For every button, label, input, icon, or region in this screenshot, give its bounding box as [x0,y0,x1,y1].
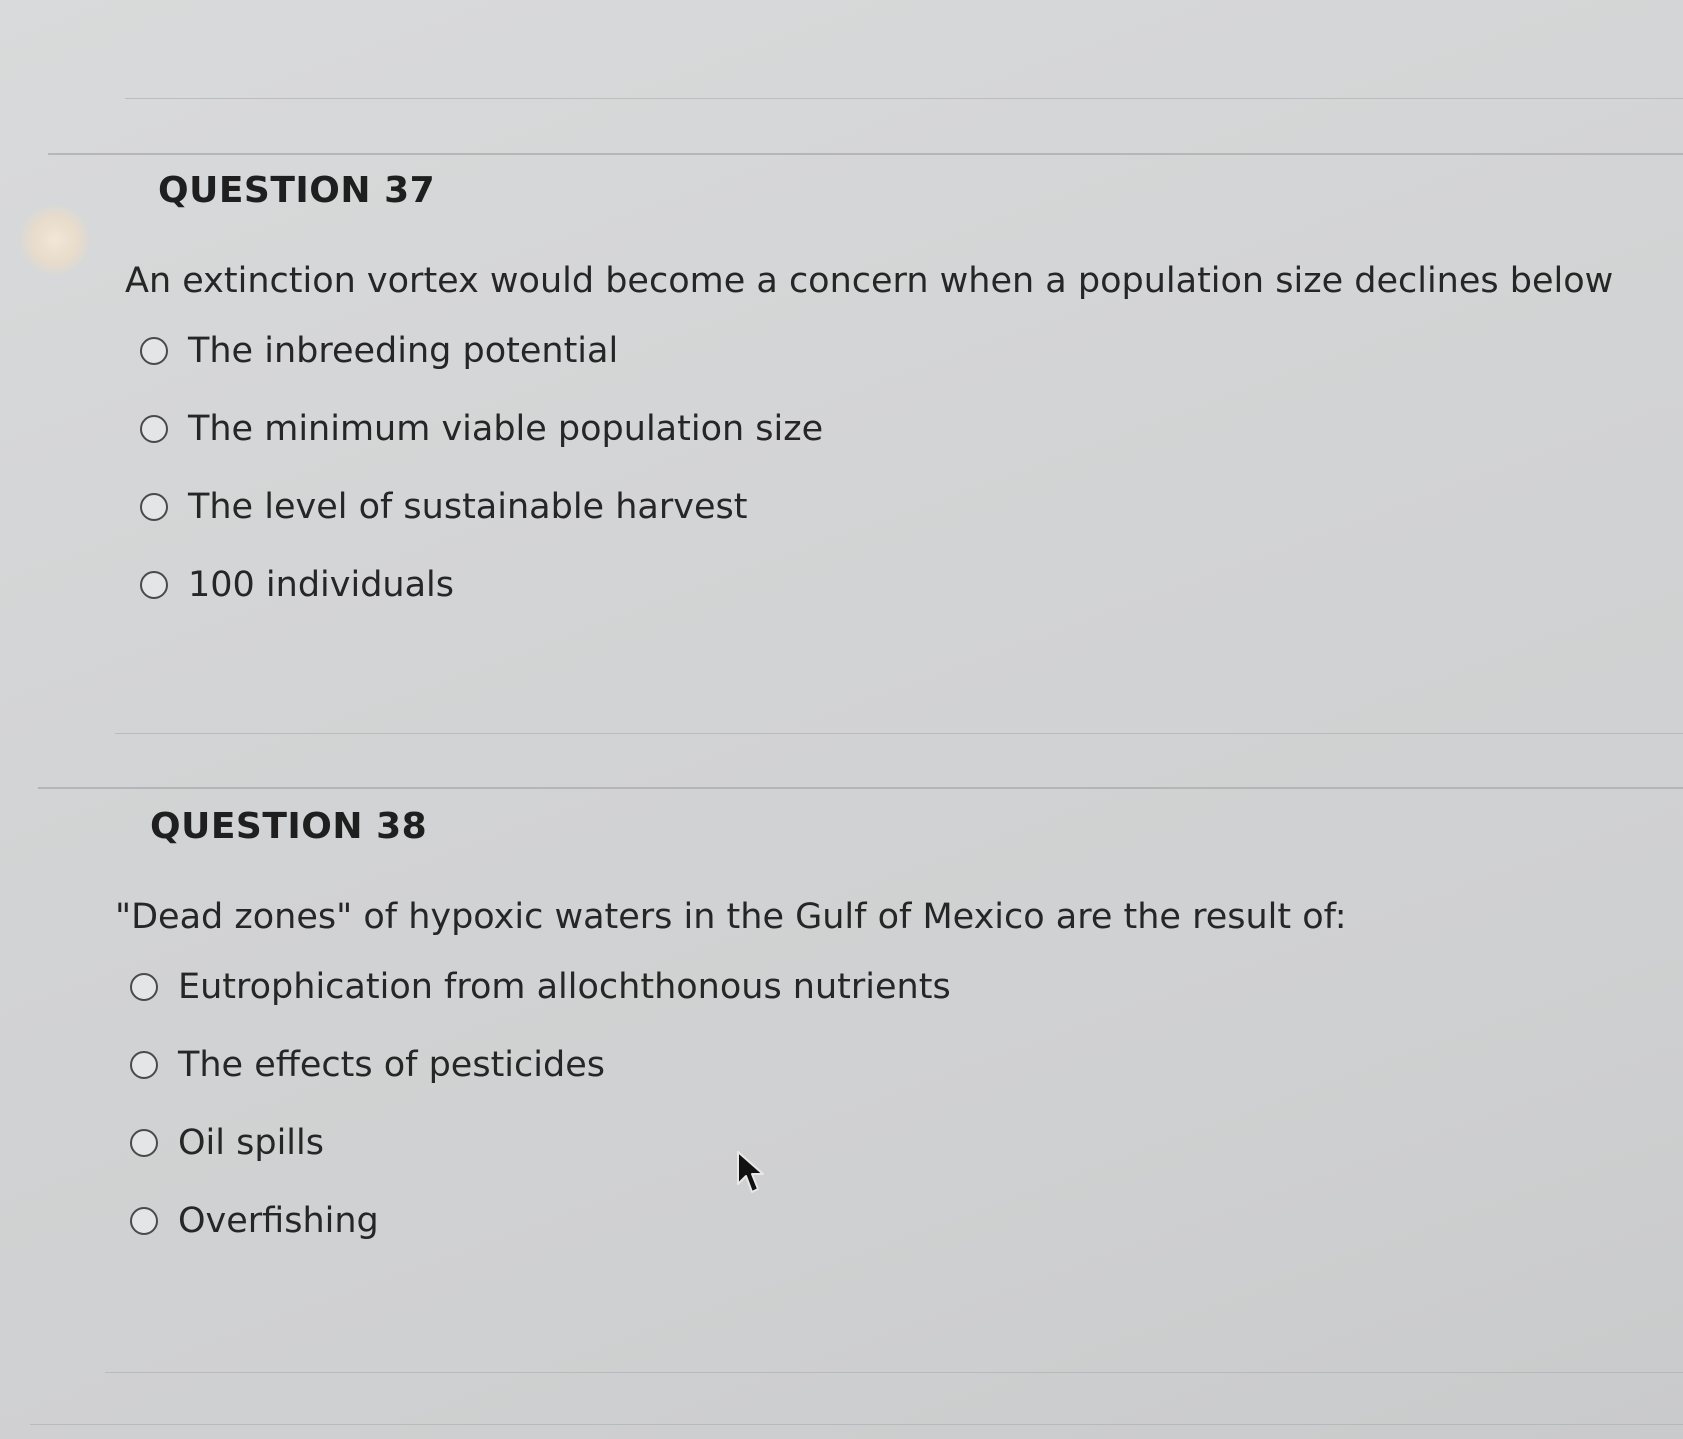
screen-glare [20,205,90,275]
answer-option[interactable] [140,477,1613,537]
radio-button[interactable] [130,1207,158,1235]
option-label: Eutrophication from allochthonous nutrients [178,967,951,1007]
option-label: Oil spills [178,1123,324,1163]
option-label: 100 individuals [188,565,455,605]
radio-button[interactable] [130,973,158,1001]
radio-button[interactable] [140,415,168,443]
answer-option[interactable] [130,957,1347,1017]
answer-options [130,957,1347,1251]
question-title: QUESTION 37 [158,170,436,211]
divider [30,1424,1683,1425]
option-label: The effects of pesticides [178,1045,605,1085]
answer-option[interactable] [140,399,1613,459]
radio-button[interactable] [140,493,168,521]
answer-option[interactable] [140,555,1613,615]
question-38 [115,806,1347,1251]
option-label: The minimum viable population size [188,409,824,449]
radio-button[interactable] [130,1051,158,1079]
option-label: The inbreeding potential [188,331,619,371]
radio-button[interactable] [140,571,168,599]
divider [115,733,1683,734]
answer-option[interactable] [140,321,1613,381]
question-text: An extinction vortex would become a concern when a population size declines below [125,261,1614,301]
radio-button[interactable] [140,337,168,365]
option-label: Overfishing [178,1201,379,1241]
divider [125,98,1683,99]
answer-options [140,321,1613,615]
divider [38,787,1683,789]
question-title: QUESTION 38 [150,806,428,847]
question-37 [125,170,1613,615]
radio-button[interactable] [130,1129,158,1157]
answer-option[interactable] [130,1191,1347,1251]
divider [48,153,1683,155]
divider [105,1372,1683,1373]
answer-option[interactable] [130,1035,1347,1095]
question-text: "Dead zones" of hypoxic waters in the Gulf of Mexico are the result of: [115,897,1347,937]
mouse-pointer-icon [736,1150,766,1196]
option-label: The level of sustainable harvest [188,487,748,527]
